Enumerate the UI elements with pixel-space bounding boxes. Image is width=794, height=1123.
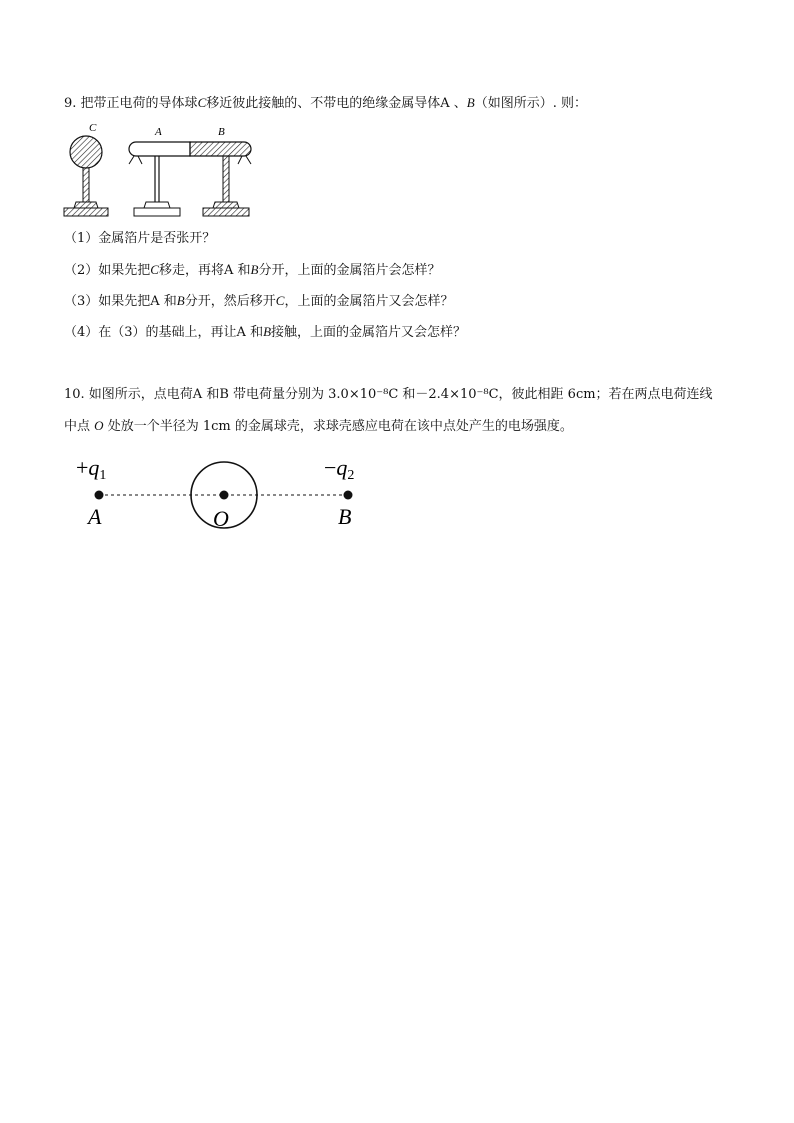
- label-A: A: [155, 126, 162, 138]
- q2-label: −q2: [324, 455, 355, 483]
- point-O: [220, 491, 229, 500]
- sphere-C: [70, 136, 102, 168]
- point-B: [344, 491, 353, 500]
- base-B: [203, 208, 249, 216]
- q1-label: +q1: [76, 455, 107, 483]
- conductor-B: [190, 142, 251, 156]
- label-B: B: [218, 126, 225, 138]
- conductor-A: [129, 142, 190, 156]
- point-A: [95, 491, 104, 500]
- q9-sub-1: （1）金属箔片是否张开？: [64, 231, 216, 246]
- label-B-fig2: B: [338, 504, 352, 529]
- q9-sub-4: （4）在（3）的基础上，再让A 和B接触，上面的金属箔片又会怎样？: [64, 324, 467, 340]
- label-O-fig2: O: [213, 506, 229, 531]
- q9-sub-3: （3）如果先把A 和B分开，然后移开C，上面的金属箔片又会怎样？: [64, 293, 454, 309]
- q9-stem: 9. 把带正电荷的导体球C移近彼此接触的、不带电的绝缘金属导体A 、B（如图所示）. 则：: [64, 95, 587, 111]
- stand-C: [83, 168, 89, 202]
- q10-stem-line2: 中点 O 处放一个半径为 1cm 的金属球壳，求球壳感应电荷在该中点处产生的电场强度。: [64, 418, 573, 434]
- q10-figure-charges: [70, 455, 380, 535]
- base-A: [134, 208, 180, 216]
- label-C: C: [89, 122, 97, 134]
- q10-stem-line1: 10. 如图所示，点电荷A 和B 带电荷量分别为 3.0×10⁻⁸C 和－2.4×10⁻⁸C，彼此相距 6cm；若在两点电荷连线: [64, 387, 713, 402]
- q9-figure-conductors: [60, 120, 260, 220]
- foil-A: [129, 156, 142, 164]
- label-A-fig2: A: [88, 504, 102, 529]
- base-C: [64, 208, 108, 216]
- foil-B: [238, 156, 251, 164]
- q9-sub-2: （2）如果先把C移走，再将A 和B分开，上面的金属箔片会怎样？: [64, 262, 441, 278]
